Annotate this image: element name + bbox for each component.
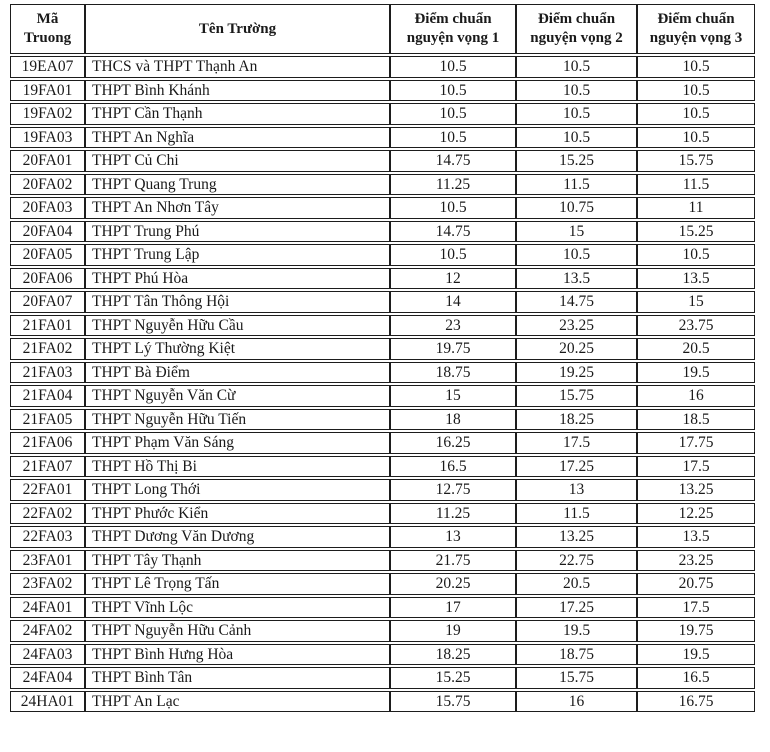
score-nv2-cell: 17.25 xyxy=(516,456,637,478)
table-row xyxy=(10,667,755,689)
score-nv3-cell: 16.75 xyxy=(637,691,755,713)
school-code-cell: 23FA02 xyxy=(10,573,85,595)
score-nv2-cell: 18.75 xyxy=(516,644,637,666)
score-nv2-cell: 10.5 xyxy=(516,80,637,102)
school-code-cell: 20FA07 xyxy=(10,291,85,313)
score-nv2-cell: 14.75 xyxy=(516,291,637,313)
school-name-cell: THPT Lý Thường Kiệt xyxy=(85,338,390,360)
score-nv2-cell: 10.75 xyxy=(516,197,637,219)
score-nv1-cell: 17 xyxy=(390,597,516,619)
school-name-cell: THPT Cần Thạnh xyxy=(85,103,390,125)
table-row xyxy=(10,503,755,525)
table-row xyxy=(10,597,755,619)
school-name-cell: THPT Nguyễn Văn Cừ xyxy=(85,385,390,407)
score-nv2-cell: 15 xyxy=(516,221,637,243)
table-row xyxy=(10,80,755,102)
school-code-cell: 21FA02 xyxy=(10,338,85,360)
school-code-cell: 21FA05 xyxy=(10,409,85,431)
score-nv2-cell: 20.25 xyxy=(516,338,637,360)
score-nv3-cell: 12.25 xyxy=(637,503,755,525)
table-row xyxy=(10,338,755,360)
score-nv3-cell: 10.5 xyxy=(637,56,755,78)
school-name-cell: THPT Tân Thông Hội xyxy=(85,291,390,313)
score-nv1-cell: 19.75 xyxy=(390,338,516,360)
score-nv2-cell: 10.5 xyxy=(516,56,637,78)
header-row xyxy=(10,4,755,54)
score-nv2-cell: 10.5 xyxy=(516,127,637,149)
table-row xyxy=(10,432,755,454)
school-name-cell: THPT Trung Lập xyxy=(85,244,390,266)
score-nv1-cell: 13 xyxy=(390,526,516,548)
table-row xyxy=(10,150,755,172)
score-nv3-cell: 15.25 xyxy=(637,221,755,243)
table-row xyxy=(10,315,755,337)
header-school-code: Mã Truong xyxy=(10,4,85,54)
school-code-cell: 24HA01 xyxy=(10,691,85,713)
score-nv2-cell: 18.25 xyxy=(516,409,637,431)
school-name-cell: THPT Phạm Văn Sáng xyxy=(85,432,390,454)
score-nv1-cell: 11.25 xyxy=(390,174,516,196)
score-nv3-cell: 23.75 xyxy=(637,315,755,337)
score-nv3-cell: 20.5 xyxy=(637,338,755,360)
table-row xyxy=(10,197,755,219)
score-nv1-cell: 16.25 xyxy=(390,432,516,454)
school-name-cell: THPT An Nhơn Tây xyxy=(85,197,390,219)
school-code-cell: 23FA01 xyxy=(10,550,85,572)
score-nv3-cell: 17.5 xyxy=(637,597,755,619)
school-name-cell: THPT Hồ Thị Bi xyxy=(85,456,390,478)
school-name-cell: THPT Tây Thạnh xyxy=(85,550,390,572)
school-code-cell: 20FA06 xyxy=(10,268,85,290)
score-nv1-cell: 10.5 xyxy=(390,80,516,102)
school-name-cell: THPT Vĩnh Lộc xyxy=(85,597,390,619)
score-nv1-cell: 23 xyxy=(390,315,516,337)
score-nv3-cell: 15.75 xyxy=(637,150,755,172)
score-nv3-cell: 13.5 xyxy=(637,526,755,548)
score-nv2-cell: 15.75 xyxy=(516,385,637,407)
score-nv3-cell: 19.75 xyxy=(637,620,755,642)
school-name-cell: THPT Bình Tân xyxy=(85,667,390,689)
school-code-cell: 24FA01 xyxy=(10,597,85,619)
school-name-cell: THPT Bình Hưng Hòa xyxy=(85,644,390,666)
score-nv2-cell: 13.25 xyxy=(516,526,637,548)
school-name-cell: THCS và THPT Thạnh An xyxy=(85,56,390,78)
school-code-cell: 20FA03 xyxy=(10,197,85,219)
school-code-cell: 24FA02 xyxy=(10,620,85,642)
score-nv1-cell: 10.5 xyxy=(390,56,516,78)
score-nv1-cell: 14.75 xyxy=(390,150,516,172)
school-name-cell: THPT Phước Kiển xyxy=(85,503,390,525)
school-name-cell: THPT Bình Khánh xyxy=(85,80,390,102)
school-code-cell: 20FA04 xyxy=(10,221,85,243)
score-nv1-cell: 14.75 xyxy=(390,221,516,243)
score-nv1-cell: 20.25 xyxy=(390,573,516,595)
table-row xyxy=(10,526,755,548)
school-name-cell: THPT Nguyễn Hữu Tiến xyxy=(85,409,390,431)
table-row xyxy=(10,644,755,666)
school-code-cell: 21FA03 xyxy=(10,362,85,384)
score-nv1-cell: 18.75 xyxy=(390,362,516,384)
school-name-cell: THPT Củ Chi xyxy=(85,150,390,172)
score-nv2-cell: 23.25 xyxy=(516,315,637,337)
score-nv3-cell: 19.5 xyxy=(637,644,755,666)
score-nv3-cell: 13.5 xyxy=(637,268,755,290)
school-code-cell: 22FA03 xyxy=(10,526,85,548)
table-row xyxy=(10,56,755,78)
school-code-cell: 21FA04 xyxy=(10,385,85,407)
school-code-cell: 19FA02 xyxy=(10,103,85,125)
score-nv2-cell: 20.5 xyxy=(516,573,637,595)
score-nv1-cell: 21.75 xyxy=(390,550,516,572)
school-code-cell: 20FA05 xyxy=(10,244,85,266)
score-nv3-cell: 10.5 xyxy=(637,80,755,102)
table-row xyxy=(10,456,755,478)
header-school-name: Tên Trường xyxy=(85,4,390,54)
score-nv3-cell: 11.5 xyxy=(637,174,755,196)
school-code-cell: 20FA01 xyxy=(10,150,85,172)
score-nv1-cell: 10.5 xyxy=(390,103,516,125)
table-row xyxy=(10,221,755,243)
score-nv2-cell: 10.5 xyxy=(516,244,637,266)
school-code-cell: 22FA02 xyxy=(10,503,85,525)
score-nv1-cell: 11.25 xyxy=(390,503,516,525)
school-code-cell: 24FA04 xyxy=(10,667,85,689)
score-nv3-cell: 20.75 xyxy=(637,573,755,595)
school-code-cell: 19FA03 xyxy=(10,127,85,149)
school-name-cell: THPT Quang Trung xyxy=(85,174,390,196)
school-code-cell: 19FA01 xyxy=(10,80,85,102)
school-name-cell: THPT Nguyễn Hữu Cảnh xyxy=(85,620,390,642)
score-nv1-cell: 18.25 xyxy=(390,644,516,666)
table-header xyxy=(10,4,755,54)
table-row xyxy=(10,409,755,431)
table-row xyxy=(10,479,755,501)
score-nv2-cell: 22.75 xyxy=(516,550,637,572)
score-nv1-cell: 10.5 xyxy=(390,244,516,266)
score-nv1-cell: 16.5 xyxy=(390,456,516,478)
score-nv2-cell: 11.5 xyxy=(516,503,637,525)
score-nv2-cell: 19.5 xyxy=(516,620,637,642)
school-name-cell: THPT Trung Phú xyxy=(85,221,390,243)
table-body xyxy=(10,56,755,712)
score-nv1-cell: 18 xyxy=(390,409,516,431)
score-nv3-cell: 16 xyxy=(637,385,755,407)
table-row xyxy=(10,291,755,313)
score-nv3-cell: 13.25 xyxy=(637,479,755,501)
header-score-nv1: Điểm chuẩn nguyện vọng 1 xyxy=(390,4,516,54)
score-nv1-cell: 14 xyxy=(390,291,516,313)
school-name-cell: THPT Bà Điểm xyxy=(85,362,390,384)
score-nv1-cell: 15.25 xyxy=(390,667,516,689)
table-row xyxy=(10,244,755,266)
school-name-cell: THPT Dương Văn Dương xyxy=(85,526,390,548)
score-nv2-cell: 15.75 xyxy=(516,667,637,689)
score-nv3-cell: 15 xyxy=(637,291,755,313)
score-nv1-cell: 10.5 xyxy=(390,127,516,149)
table-row xyxy=(10,550,755,572)
school-code-cell: 20FA02 xyxy=(10,174,85,196)
score-nv1-cell: 12.75 xyxy=(390,479,516,501)
score-nv2-cell: 17.5 xyxy=(516,432,637,454)
school-name-cell: THPT Nguyễn Hữu Cầu xyxy=(85,315,390,337)
table-row xyxy=(10,127,755,149)
header-score-nv2: Điểm chuẩn nguyện vọng 2 xyxy=(516,4,637,54)
score-nv3-cell: 10.5 xyxy=(637,244,755,266)
score-nv2-cell: 13.5 xyxy=(516,268,637,290)
score-nv3-cell: 10.5 xyxy=(637,127,755,149)
score-nv1-cell: 10.5 xyxy=(390,197,516,219)
score-nv1-cell: 12 xyxy=(390,268,516,290)
table-row xyxy=(10,573,755,595)
score-nv2-cell: 13 xyxy=(516,479,637,501)
school-code-cell: 24FA03 xyxy=(10,644,85,666)
score-nv3-cell: 18.5 xyxy=(637,409,755,431)
school-name-cell: THPT Long Thới xyxy=(85,479,390,501)
school-code-cell: 19EA07 xyxy=(10,56,85,78)
admission-scores-table-container xyxy=(10,2,755,714)
score-nv2-cell: 16 xyxy=(516,691,637,713)
header-score-nv3: Điểm chuẩn nguyện vọng 3 xyxy=(637,4,755,54)
table-row xyxy=(10,620,755,642)
score-nv1-cell: 19 xyxy=(390,620,516,642)
score-nv3-cell: 17.5 xyxy=(637,456,755,478)
score-nv2-cell: 17.25 xyxy=(516,597,637,619)
school-code-cell: 22FA01 xyxy=(10,479,85,501)
score-nv3-cell: 17.75 xyxy=(637,432,755,454)
score-nv2-cell: 11.5 xyxy=(516,174,637,196)
score-nv3-cell: 16.5 xyxy=(637,667,755,689)
school-name-cell: THPT Phú Hòa xyxy=(85,268,390,290)
table-row xyxy=(10,103,755,125)
score-nv3-cell: 23.25 xyxy=(637,550,755,572)
score-nv2-cell: 15.25 xyxy=(516,150,637,172)
school-code-cell: 21FA07 xyxy=(10,456,85,478)
table-row xyxy=(10,174,755,196)
score-nv3-cell: 11 xyxy=(637,197,755,219)
score-nv2-cell: 10.5 xyxy=(516,103,637,125)
school-name-cell: THPT An Nghĩa xyxy=(85,127,390,149)
score-nv1-cell: 15 xyxy=(390,385,516,407)
score-nv3-cell: 19.5 xyxy=(637,362,755,384)
school-code-cell: 21FA06 xyxy=(10,432,85,454)
school-name-cell: THPT Lê Trọng Tấn xyxy=(85,573,390,595)
score-nv1-cell: 15.75 xyxy=(390,691,516,713)
admission-scores-table xyxy=(10,2,755,714)
table-row xyxy=(10,385,755,407)
score-nv3-cell: 10.5 xyxy=(637,103,755,125)
school-code-cell: 21FA01 xyxy=(10,315,85,337)
score-nv2-cell: 19.25 xyxy=(516,362,637,384)
table-row xyxy=(10,268,755,290)
school-name-cell: THPT An Lạc xyxy=(85,691,390,713)
table-row xyxy=(10,691,755,713)
table-row xyxy=(10,362,755,384)
